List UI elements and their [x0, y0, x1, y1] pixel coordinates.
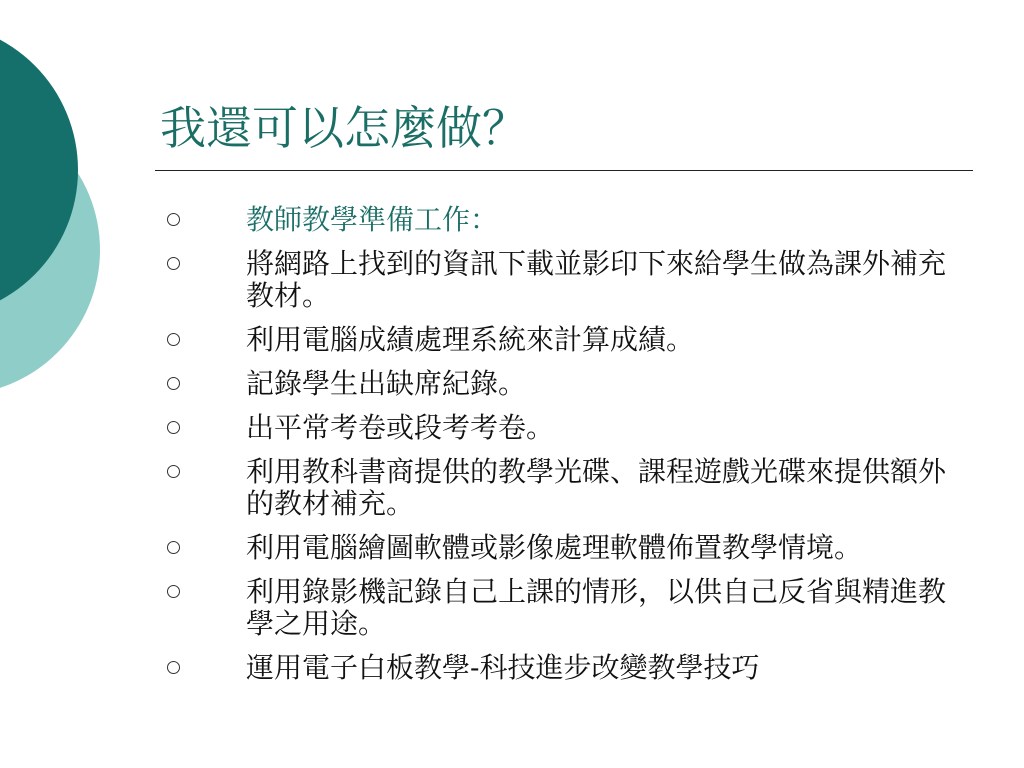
bullet-item [164, 324, 994, 356]
bullet-text: 運用電子白板教學-科技進步改變教學技巧 [246, 651, 760, 684]
decorative-circles [0, 0, 110, 400]
slide-title: 我還可以怎麼做？ [160, 101, 528, 155]
hollow-circle-bullet-icon [167, 257, 180, 270]
hollow-circle-bullet-icon [167, 661, 180, 674]
hollow-circle-bullet-icon [167, 421, 180, 434]
bullet-text: 利用教科書商提供的教學光碟、課程遊戲光碟來提供額外的教材補充。 [246, 455, 947, 520]
bullet-text: 教師教學準備工作： [246, 203, 499, 236]
hollow-circle-bullet-icon [167, 377, 180, 390]
bullet-text: 將網路上找到的資訊下載並影印下來給學生做為課外補充教材。 [246, 247, 947, 312]
bullet-item [164, 204, 994, 236]
bullet-item [164, 248, 994, 312]
bullet-text: 利用電腦成績處理系統來計算成績。 [246, 323, 695, 356]
bullet-list [164, 204, 994, 696]
bullet-text: 出平常考卷或段考考卷。 [246, 411, 555, 444]
hollow-circle-bullet-icon [167, 541, 180, 554]
hollow-circle-bullet-icon [167, 213, 180, 226]
bullet-item [164, 368, 994, 400]
bullet-item [164, 652, 994, 684]
bullet-text: 記錄學生出缺席紀錄。 [246, 367, 527, 400]
bullet-item [164, 412, 994, 444]
hollow-circle-bullet-icon [167, 465, 180, 478]
hollow-circle-bullet-icon [167, 333, 180, 346]
hollow-circle-bullet-icon [167, 585, 180, 598]
title-underline [155, 170, 973, 171]
bullet-item [164, 532, 994, 564]
bullet-text: 利用電腦繪圖軟體或影像處理軟體佈置教學情境。 [246, 531, 863, 564]
bullet-text: 利用錄影機記錄自己上課的情形，以供自己反省與精進教學之用途。 [246, 575, 947, 640]
bullet-item [164, 456, 994, 520]
bullet-item [164, 576, 994, 640]
